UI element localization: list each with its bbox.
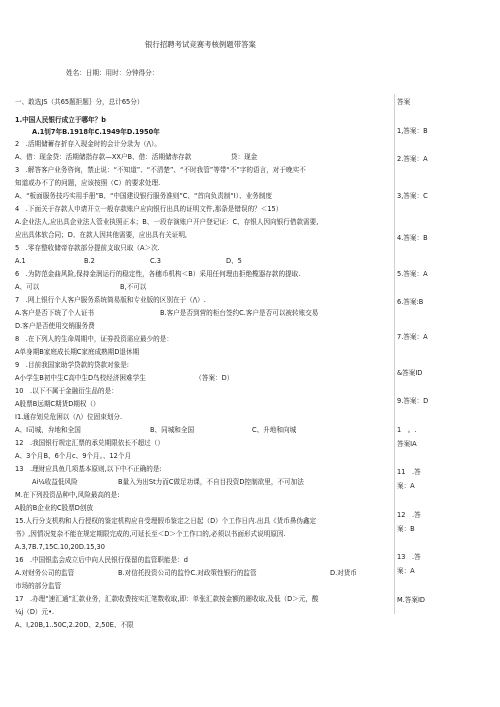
question-line: 应出具体软合同；D、在款人因其他需要，应出具有关证明, — [15, 231, 188, 239]
answer-item: 案：A — [397, 567, 415, 575]
question-line: A.1钊7年B.1918年C.1949年D.1950年 — [32, 128, 160, 136]
answer-item: 1 。. — [397, 426, 417, 434]
option: A.客户是否下统了个人证书 — [15, 309, 95, 317]
question-line: 2 .活期储蓄存折存入现金时的会计分录为（/\）。 — [15, 140, 161, 148]
answer-item: 案：B — [397, 525, 415, 533]
question-line: 9 .目前我国家助学贷款的贷款对象是: — [15, 361, 130, 369]
question-line: A小学生B初中生C高中生D鸟校经济困难学生 （答案：D） — [15, 374, 234, 382]
question-line: 5 .零存整收储帝存款部分提前支取只取（A＞次. — [15, 244, 160, 252]
option: B.客户是否到营的柜台签约C.客户是否可以被转账交易 — [160, 309, 319, 317]
question-line: 13 .理财应具鱼几项基本原则,以下中不正确的是: — [15, 465, 162, 473]
question-line: 15.人行分支机构和人行授权的鉴定机构应自受理假币鉴定之日起（D）个工作日内.出具《货币鼻伪鑫定 — [15, 517, 317, 525]
question-line: 3 .解答客户业务咨询，禁止说：“不知道”、“不清楚”、“不时我管”等带“不”字的语言，对于晚实不 — [15, 166, 306, 174]
answer-item: 4.答案：B — [397, 234, 428, 242]
option: B.2 — [84, 257, 95, 265]
option: B,不可以 — [120, 283, 147, 291]
question-line: ¼j（D）元•. — [15, 608, 55, 616]
option: A、可以 — [15, 283, 40, 291]
question-line: 6 .为防范金曲风险,保持金润运行的稳定性，各穗币机构＜B）采用任何理由拒绝榄器存款的提取. — [15, 270, 301, 278]
question-line: A单身期B家庭成长期C家庭成熟期D退休期 — [15, 348, 140, 356]
question-line: M.在下列投资品种中,风险最高的是: — [15, 491, 120, 499]
question-line: A.3,7B.7,15C.10,20D.15,30 — [15, 543, 105, 551]
option: D.对货币 — [330, 569, 357, 577]
option: B、同城和全国 — [150, 426, 195, 434]
question-line: A、I,20B,1..50C,2.20D、2,50E、不限 — [15, 621, 134, 629]
question-line: 12 .我国银行规定汇票的承兑期限依长不超过（） — [15, 439, 164, 447]
question-line: 7 .网上银行个人客户服务系统简易版和专业版的区别在于（/\）. — [15, 296, 206, 304]
answer-item: M.答案ID — [397, 596, 425, 604]
option: A、I司城，弁地和全国 — [15, 426, 81, 434]
question-line: D.客户是否使用交销服务费 — [15, 322, 95, 330]
answer-item: 11 .答 — [397, 468, 421, 476]
answer-item: 5.答案：A — [397, 270, 428, 278]
question-line: A、3个月B、6个月c、9个月。、12个月 — [15, 452, 132, 460]
section-heading: 一、敢选JS（共65题拒题｝分，总计65分） — [15, 98, 144, 106]
option: C、升地和向城 — [252, 426, 297, 434]
question-line: 4 .下面关于存款人申请开立一般存款账户应向银行出具的证明文件,那条是错误的？＜15） — [15, 205, 283, 213]
option: D、5 — [226, 257, 242, 265]
question-line: A股的B企业的C股票D创放 — [15, 504, 94, 512]
answer-item: 1,答案：B — [397, 127, 428, 135]
info-line: 姓名：日期：用时：分钟得分： — [66, 69, 159, 77]
question-line: 市场的部分监管 — [15, 582, 62, 590]
answer-item: 3,答案：C — [397, 192, 428, 200]
question-line: A、借：现金贷：活期储指存款—XX户B、借：活期储赤存款 贷：现金 — [15, 153, 258, 161]
option: B量入为出St力而C做足功课，不自目投资D控制欲里，不可加法 — [118, 478, 304, 486]
answer-item: 6.答案:B — [397, 298, 424, 306]
answer-item: &答案ID — [397, 369, 423, 377]
answer-item: 12 .答 — [397, 511, 421, 519]
question-line: A股票B远期C期货D期权（） — [15, 400, 100, 408]
question-line: 知道或办不了的问题，应该按照（C）的要求处理. — [15, 179, 161, 187]
question-line: 10 .以下不属于金融衍生品的是： — [15, 387, 118, 395]
question-line: 16 .中国银监会成立后中向人民银行保留的监管职能是：d — [15, 556, 188, 564]
answer-header: 答案 — [397, 98, 411, 106]
answer-item: 案：A — [397, 482, 415, 490]
option: B.对信托投资公司的监怜C.对政策性银行的监管 — [118, 569, 257, 577]
option: A.1 — [15, 257, 26, 265]
option: A.对财务公司的监管 — [15, 569, 75, 577]
column-divider — [394, 94, 395, 614]
answer-item: 7.答案：A — [397, 333, 428, 341]
answer-item: 9.答案：D — [397, 397, 429, 405]
question-line: 书》,因情况复杂不能在规定期限完成的,可延长至＜D＞个工作口的,必须以书面形式说明原因. — [15, 530, 286, 538]
answer-item: 13 .答 — [397, 553, 421, 561]
question-line: A.企业法人,应出具企业法人管业执照正本；B、一段存演账户开户登记证：C、存银人因向银行借款需要, — [15, 218, 319, 226]
option: C.3 — [150, 257, 161, 265]
question-line: 17 .办理“速汇通”汇款业务，汇款收费按实汇笔数收取,即：单张汇款按金额的逦收取,及低（D＞元，酸 — [15, 595, 319, 603]
answer-item: 答案IA — [397, 440, 417, 448]
answer-item: 2.答案：A — [397, 155, 428, 163]
question-line: I1.通存划兑危困以（/\）位固束划分. — [15, 413, 123, 421]
question-line: 1.中国人民银行成立于哪年？b — [15, 116, 106, 124]
question-line: A、“板面服务技巧实用手册”B、“中国建设银行服务准则”C、“首向负责制“I）、业务制度 — [15, 192, 272, 200]
question-line: 8 .在下列人的生命周期中，证券投资需应最少的是： — [15, 335, 173, 343]
option: Ai¼收益低风险 — [32, 478, 78, 486]
doc-title: 银行招聘考试竞赛考核例题带答案 — [145, 40, 256, 49]
